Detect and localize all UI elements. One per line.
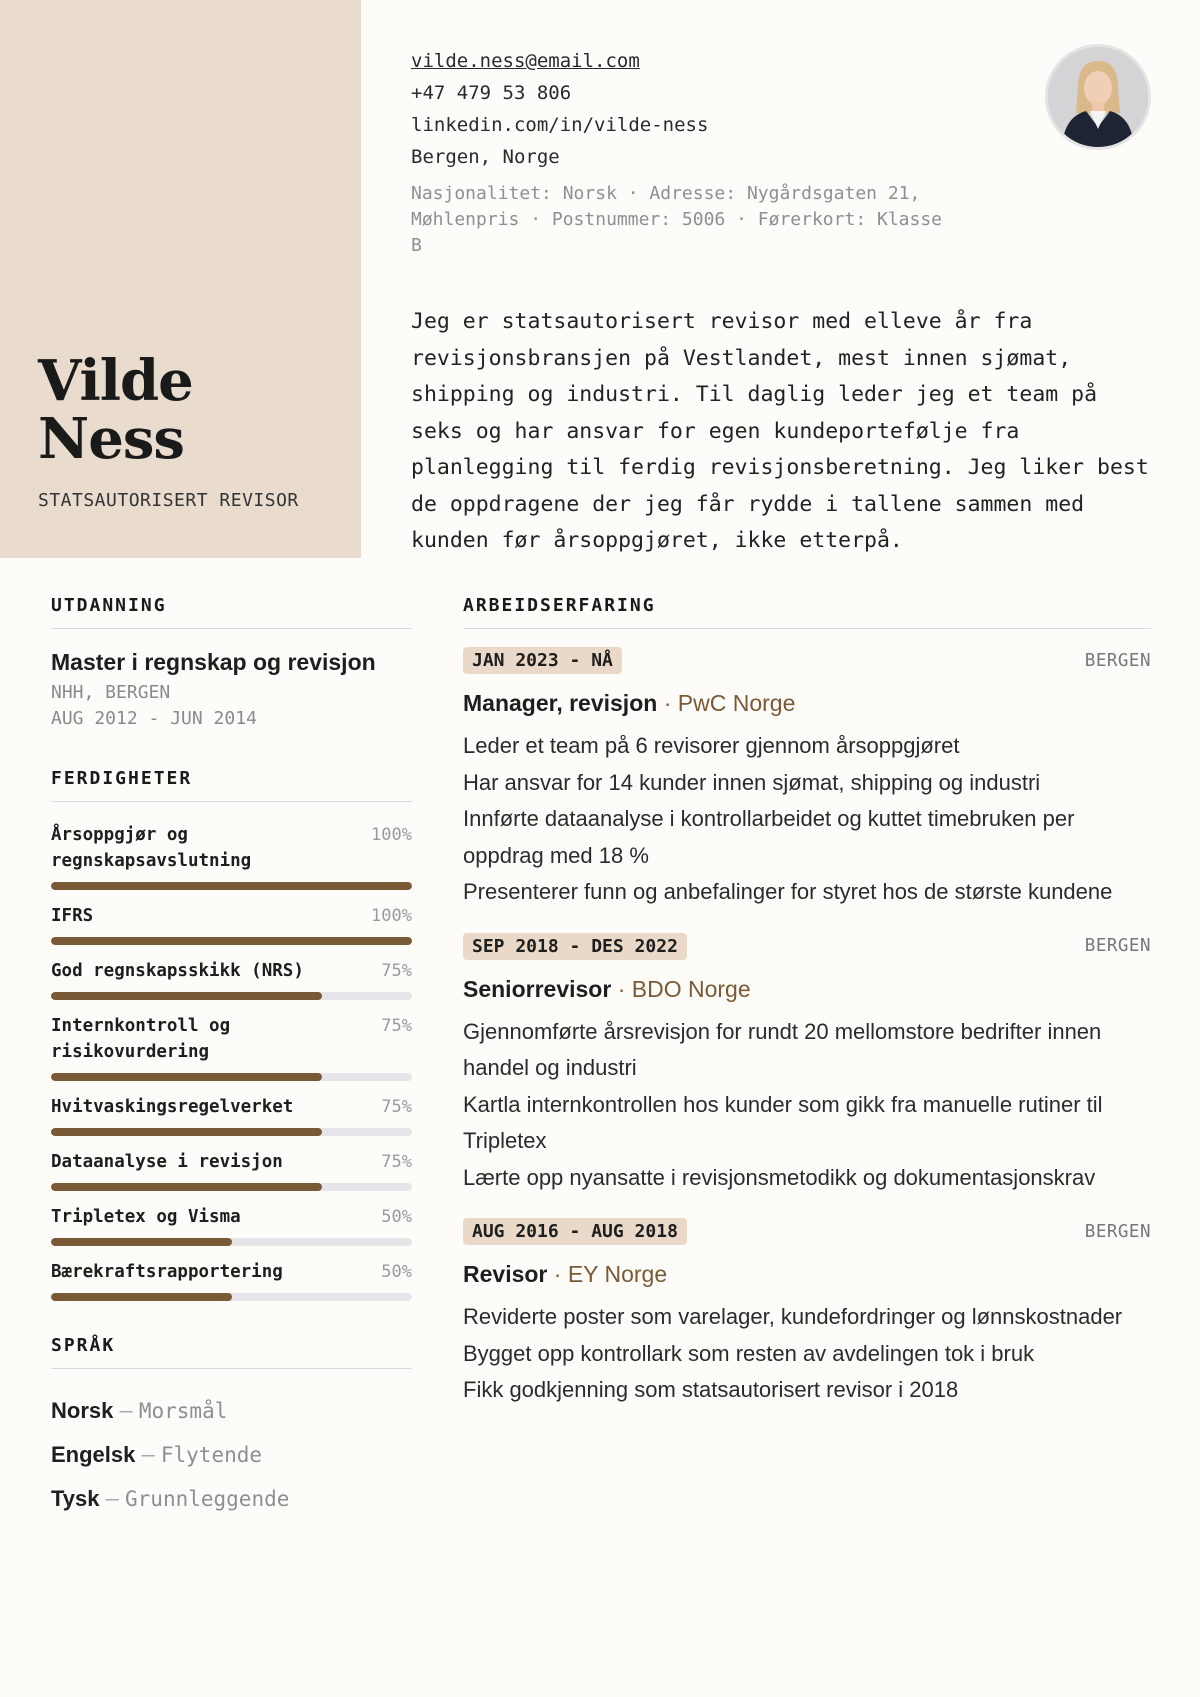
language-item: [51, 1389, 412, 1433]
skill-bar: [51, 1128, 412, 1136]
skill-bar-fill: [51, 882, 412, 890]
section-title: FERDIGHETER: [51, 768, 412, 802]
language-item: [51, 1477, 412, 1521]
education-meta: [51, 680, 412, 732]
last-name: Ness: [38, 406, 184, 472]
job-bullet: Presenterer funn og anbefalinger for styret hos de største kundene: [463, 879, 1113, 904]
job-entry: [463, 933, 1151, 1197]
job-company: EY Norge: [567, 1261, 668, 1287]
job-bullet: Gjennomførte årsrevisjon for rundt 20 mellomstore bedrifter innen handel og industri: [463, 1018, 1102, 1080]
full-name: [38, 348, 193, 472]
skill-bar: [51, 1238, 412, 1246]
skill-bar-fill: [51, 992, 322, 1000]
job-company: PwC Norge: [677, 690, 796, 716]
skill-item: [51, 1259, 412, 1301]
job-period-badge: AUG 2016 - AUG 2018: [463, 1218, 687, 1245]
skill-bar: [51, 1073, 412, 1081]
skill-name: Tripletex og Visma: [51, 1207, 241, 1227]
job-bullets: [463, 728, 1151, 911]
skill-head: [51, 1094, 412, 1120]
language-item: [51, 1433, 412, 1477]
job-location: BERGEN: [1084, 936, 1151, 956]
skill-item: [51, 1204, 412, 1246]
skill-item: [51, 1013, 412, 1081]
avatar: [1045, 44, 1151, 150]
languages-section: [51, 1335, 412, 1521]
job-location: BERGEN: [1084, 650, 1151, 671]
skill-name: Bærekraftsrapportering: [51, 1262, 283, 1282]
skill-bar: [51, 1183, 412, 1191]
job-head: [463, 1218, 1151, 1245]
job-head: [463, 647, 1151, 674]
profile-summary: Jeg er statsautorisert revisor med elleve år fra revisjonsbransjen på Vestlandet, mest innen sjømat, shipping og industri. Til daglig leder jeg et team på seks og har ansvar for egen kundeportefølje fra planlegging til ferdig revisjonsberetning. Jeg liker best de oppdragene der jeg får rydde i tallene sammen med kunden før årsoppgjøret, ikke etterpå.: [411, 309, 1149, 553]
section-title: ARBEIDSERFARING: [463, 595, 1151, 629]
language-name: Norsk: [51, 1398, 114, 1423]
job-bullet: Leder et team på 6 revisorer gjennom årsoppgjøret: [463, 733, 960, 758]
job-bullets: [463, 1299, 1151, 1409]
skill-item: [51, 822, 412, 890]
job-title-line: [463, 974, 1151, 1004]
skill-item: [51, 1149, 412, 1191]
job-period-badge: SEP 2018 - DES 2022: [463, 933, 687, 960]
skill-item: [51, 958, 412, 1000]
degree-title: Master i regnskap og revisjon: [51, 649, 376, 675]
details-line: Nasjonalitet: Norsk · Adresse: Nygårdsgaten 21,: [411, 183, 921, 204]
job-role-title: STATSAUTORISERT REVISOR: [38, 490, 299, 511]
first-name: Vilde: [38, 348, 193, 414]
language-name: Tysk: [51, 1486, 100, 1511]
location: Bergen, Norge: [411, 146, 560, 168]
job-bullets: [463, 1014, 1151, 1197]
portrait-photo: [1048, 47, 1148, 147]
job-bullet: Lærte opp nyansatte i revisjonsmetodikk og dokumentasjonskrav: [463, 1164, 1096, 1190]
skill-head: [51, 1204, 412, 1230]
job-separator: ·: [617, 975, 626, 1002]
skill-bar: [51, 882, 412, 890]
job-company: BDO Norge: [631, 975, 751, 1002]
skill-item: [51, 1094, 412, 1136]
job-title-line: [463, 1259, 1151, 1289]
linkedin-link[interactable]: linkedin.com/in/vilde-ness: [411, 114, 709, 136]
language-level: Morsmål: [138, 1399, 228, 1423]
skill-head: [51, 1259, 412, 1285]
skill-name: IFRS: [51, 906, 94, 926]
job-bullet: Kartla internkontrollen hos kunder som gikk fra manuelle rutiner til Tripletex: [463, 1091, 1103, 1153]
phone-number: +47 479 53 806: [411, 82, 572, 104]
language-separator: —: [141, 1443, 155, 1468]
school: NHH, BERGEN: [51, 682, 171, 703]
details-line: B: [411, 235, 422, 256]
skill-bar-fill: [51, 1128, 322, 1136]
skill-bar-fill: [51, 937, 412, 945]
skill-percent: 75%: [381, 1152, 412, 1172]
job-bullet: Reviderte poster som varelager, kundefordringer og lønnskostnader: [463, 1304, 1123, 1329]
skill-head: [51, 1149, 412, 1175]
language-separator: —: [105, 1487, 119, 1512]
details-line: Møhlenpris · Postnummer: 5006 · Førerkort: Klasse: [411, 209, 943, 230]
languages-list: [51, 1389, 412, 1521]
job-role: Seniorrevisor: [463, 975, 612, 1002]
skills-list: [51, 822, 412, 1301]
right-column: [463, 595, 1151, 1409]
skill-percent: 75%: [381, 1016, 412, 1036]
skill-head: [51, 903, 412, 929]
skill-percent: 75%: [381, 1097, 412, 1117]
skill-head: [51, 958, 412, 984]
language-level: Flytende: [160, 1443, 263, 1467]
education-period: AUG 2012 - JUN 2014: [51, 708, 257, 729]
job-entry: [463, 647, 1151, 911]
job-head: [463, 933, 1151, 960]
email-link[interactable]: vilde.ness@email.com: [411, 50, 640, 72]
job-role: Revisor: [463, 1261, 548, 1287]
language-name: Engelsk: [51, 1442, 136, 1467]
job-separator: ·: [553, 1261, 562, 1287]
personal-details: [411, 181, 1011, 259]
skill-percent: 75%: [381, 961, 412, 981]
jobs-list: [463, 647, 1151, 1409]
skill-name: Dataanalyse i revisjon: [51, 1152, 283, 1172]
job-location: BERGEN: [1084, 1221, 1151, 1242]
job-bullet: Har ansvar for 14 kunder innen sjømat, shipping og industri: [463, 769, 1041, 795]
skill-name: Hvitvaskingsregelverket: [51, 1097, 294, 1117]
skill-percent: 100%: [371, 825, 412, 845]
section-title: UTDANNING: [51, 595, 412, 629]
skill-percent: 50%: [381, 1262, 412, 1282]
skill-bar: [51, 992, 412, 1000]
education-section: [51, 595, 412, 732]
skill-item: [51, 903, 412, 945]
job-bullet: Fikk godkjenning som statsautorisert revisor i 2018: [463, 1377, 959, 1402]
job-bullet: Innførte dataanalyse i kontrollarbeidet og kuttet timebruken per oppdrag med 18 %: [463, 806, 1075, 868]
experience-section: [463, 595, 1151, 1409]
name-panel: [0, 0, 361, 558]
language-level: Grunnleggende: [125, 1487, 290, 1511]
skill-bar-fill: [51, 1238, 232, 1246]
skill-percent: 50%: [381, 1207, 412, 1227]
job-entry: [463, 1218, 1151, 1409]
job-separator: ·: [663, 690, 672, 716]
skill-bar: [51, 1293, 412, 1301]
language-separator: —: [119, 1399, 133, 1424]
job-role: Manager, revisjon: [463, 690, 658, 716]
job-bullet: Bygget opp kontrollark som resten av avdelingen tok i bruk: [463, 1340, 1035, 1366]
contact-block: [411, 45, 708, 173]
skills-section: [51, 768, 412, 1301]
skill-head: [51, 822, 412, 874]
skill-name: Årsoppgjør og regnskapsavslutning: [51, 825, 252, 871]
job-period-badge: JAN 2023 - NÅ: [463, 647, 622, 674]
skill-head: [51, 1013, 412, 1065]
skill-bar-fill: [51, 1293, 232, 1301]
section-title: SPRÅK: [51, 1335, 412, 1369]
skill-name: Internkontroll og risikovurdering: [51, 1016, 231, 1062]
skill-bar-fill: [51, 1073, 322, 1081]
skill-name: God regnskapsskikk (NRS): [51, 961, 304, 981]
left-column: [51, 595, 412, 1521]
job-title-line: [463, 688, 1151, 718]
skill-percent: 100%: [371, 906, 412, 926]
skill-bar: [51, 937, 412, 945]
skill-bar-fill: [51, 1183, 322, 1191]
